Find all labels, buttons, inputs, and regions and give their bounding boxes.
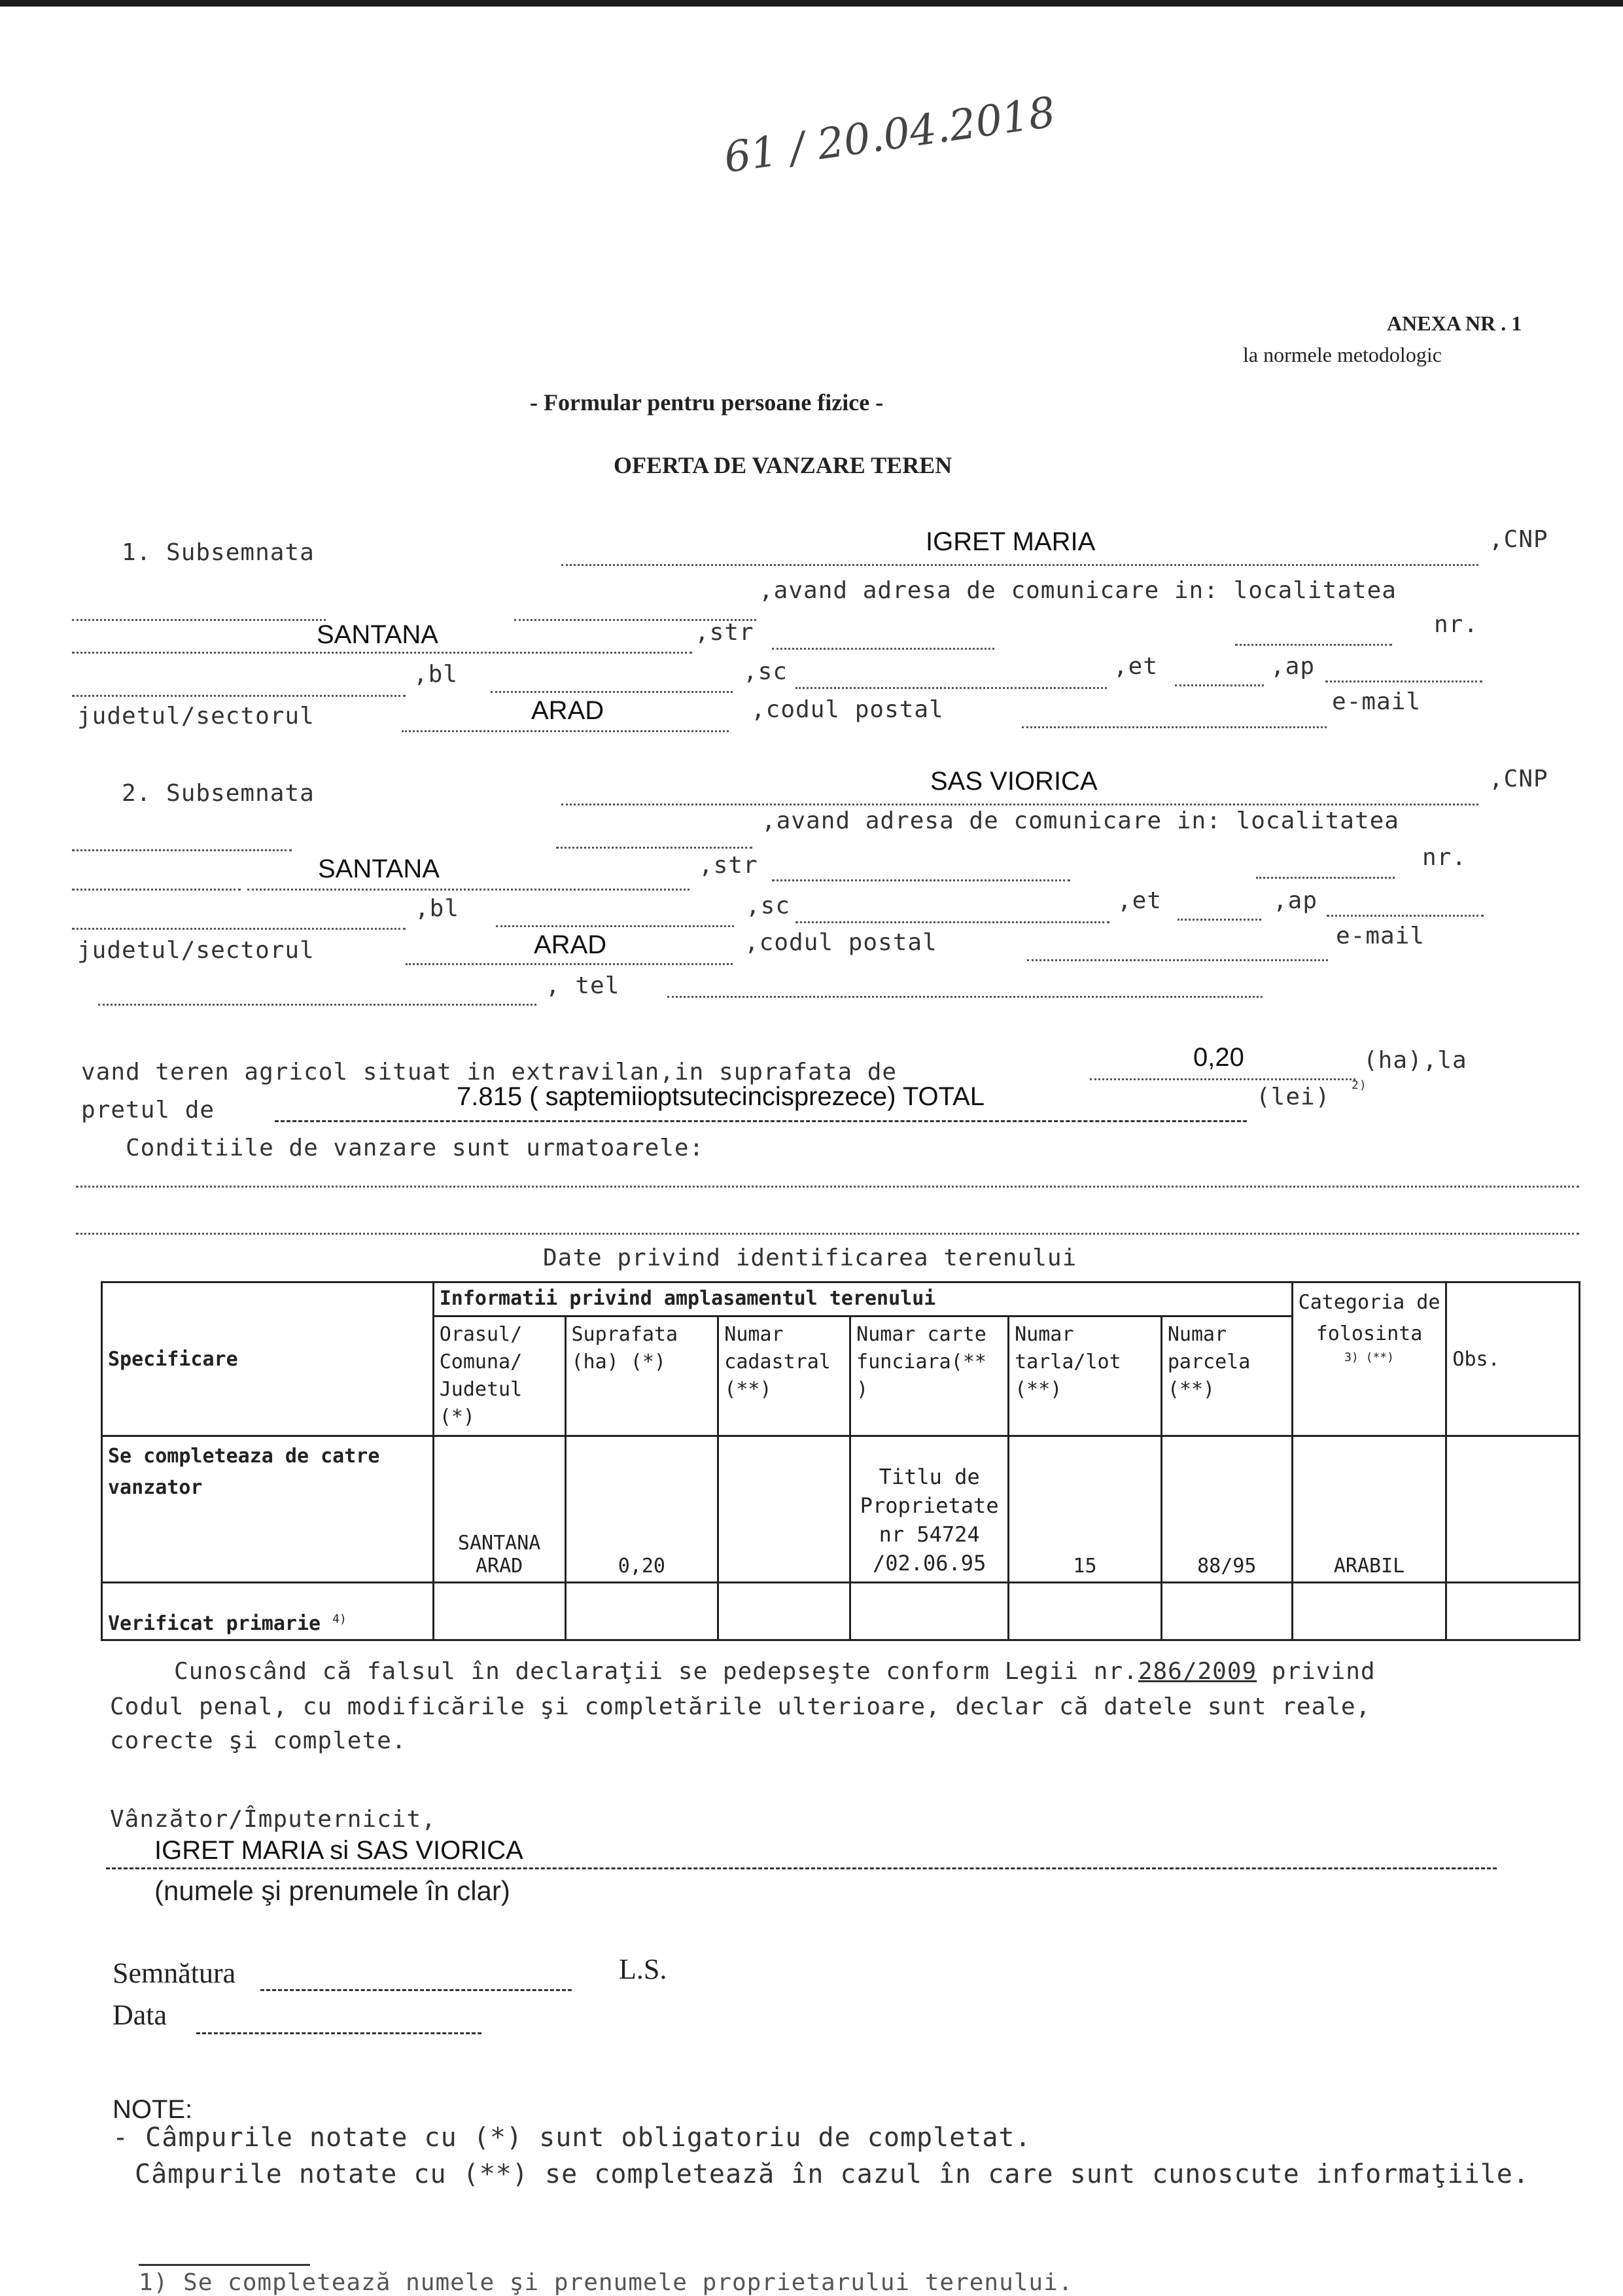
person1-bl-label: ,bl: [413, 661, 459, 688]
spec-header: Specificare: [102, 1282, 434, 1436]
offer-area-unit: (ha),la: [1363, 1047, 1467, 1074]
offer-price-label: pretul de: [81, 1097, 215, 1123]
person1-nr-label: nr.: [1434, 611, 1479, 638]
obs-header: Obs.: [1446, 1282, 1580, 1436]
row-seller-label: Se completeaza de catre vanzator: [102, 1436, 434, 1583]
person2-label: 2. Subsemnata: [122, 780, 315, 807]
person1-county-label: judetul/sectorul: [77, 703, 315, 730]
seller-locality-cell: [433, 1436, 565, 1583]
row-verify-note: 4): [332, 1612, 347, 1626]
person2-bl-label: ,bl: [415, 895, 460, 922]
signature-label: Semnătura: [113, 1957, 236, 1989]
seller-locality: SANTANA: [457, 1532, 541, 1555]
person2-tel-label: , tel: [546, 972, 620, 999]
person1-str-label: ,str: [695, 619, 754, 646]
verify-cell-2: [565, 1583, 718, 1640]
scan-top-edge: [0, 0, 1623, 7]
declaration-text-after: privind: [1271, 1658, 1376, 1685]
verify-cell-1: [433, 1583, 565, 1640]
seller-area: 0,20: [565, 1436, 718, 1583]
location-info-header: Informatii privind amplasamentul terenului: [433, 1282, 1292, 1316]
person2-ap-label: ,ap: [1273, 887, 1318, 914]
category-note: 3) (**): [1344, 1351, 1394, 1364]
person1-name: IGRET MARIA: [926, 527, 1096, 556]
verify-cell-6: [1161, 1583, 1292, 1640]
person2-county: ARAD: [534, 930, 607, 959]
seller-county: ARAD: [476, 1555, 523, 1578]
seller-category: ARABIL: [1292, 1436, 1446, 1583]
person2-locality: SANTANA: [318, 855, 440, 883]
offer-price: 7.815 ( saptemiioptsutecincisprezece) TOTAL: [457, 1082, 985, 1111]
offer-price-unit: (lei): [1256, 1084, 1331, 1110]
verify-cell-8: [1446, 1583, 1580, 1640]
seller-label: Vânzător/Împuternicit,: [110, 1806, 436, 1833]
col-land-book: Numar carte funciara(** ): [850, 1316, 1009, 1436]
offer-price-footnote: 2): [1352, 1078, 1367, 1092]
offer-conditions-label: Conditiile de vanzare sunt urmatoarele:: [126, 1135, 705, 1161]
person1-sc-label: ,sc: [743, 658, 788, 685]
verify-cell-7: [1292, 1583, 1446, 1640]
person2-str-label: ,str: [699, 852, 758, 879]
handwritten-registration-note: 61 / 20.04.2018: [721, 88, 1058, 183]
seller-land-book: Titlu de Proprietate nr 54724 /02.06.95: [850, 1436, 1009, 1583]
person2-name: SAS VIORICA: [930, 767, 1098, 796]
seller-names-hint: (numele şi prenumele în clar): [154, 1875, 510, 1906]
person2-address-label: ,avand adresa de comunicare in: localitatea: [761, 807, 1399, 834]
verify-cell-3: [718, 1583, 850, 1640]
document-title: OFERTA DE VANZARE TEREN: [614, 452, 952, 478]
person1-et-label: ,et: [1113, 653, 1159, 680]
declaration-law: 286/2009: [1138, 1658, 1257, 1685]
person2-county-label: judetul/sectorul: [77, 937, 315, 964]
person1-cnp-label: ,CNP: [1489, 526, 1548, 553]
declaration-line-1: [174, 1658, 1376, 1685]
note-1: - Câmpurile notate cu (*) sunt obligatoriu de completat.: [113, 2123, 1032, 2153]
table-caption: Date privind identificarea terenului: [543, 1245, 1077, 1271]
category-header: Categoria de folosinta: [1298, 1291, 1440, 1345]
person2-cnp-label: ,CNP: [1489, 766, 1548, 792]
form-type: - Formular pentru persoane fizice -: [530, 389, 884, 415]
note-2: Câmpurile notate cu (**) se completează în cazul în care sunt cunoscute informaţiile.: [135, 2159, 1529, 2189]
person2-sc-label: ,sc: [746, 892, 791, 919]
declaration-line-2: Codul penal, cu modificările şi completările ulterioare, declar că datele sunt reale,: [110, 1693, 1371, 1720]
annex-number: ANEXA NR . 1: [1387, 311, 1522, 335]
annex-subtitle: la normele metodologic: [1243, 343, 1442, 366]
person1-locality: SANTANA: [317, 620, 438, 649]
row-verify-label: Verificat primarie: [108, 1612, 321, 1635]
seller-parcel: 88/95: [1161, 1436, 1292, 1583]
person1-county: ARAD: [531, 696, 604, 725]
date-label: Data: [113, 1999, 167, 2031]
notes-title: NOTE:: [113, 2095, 193, 2124]
person1-address-label: ,avand adresa de comunicare in: localitatea: [759, 577, 1397, 604]
col-parcel: Numar parcela (**): [1161, 1316, 1292, 1436]
person2-postal-label: ,codul postal: [744, 929, 937, 956]
verify-cell-5: [1009, 1583, 1162, 1640]
person1-email-label: e-mail: [1332, 688, 1422, 715]
offer-line: vand teren agricol situat in extravilan,in suprafata de: [81, 1059, 898, 1086]
person2-nr-label: nr.: [1422, 844, 1467, 871]
land-identification-table: [101, 1281, 1580, 1641]
row-verify-cell: [102, 1583, 434, 1640]
person2-email-label: e-mail: [1336, 923, 1425, 949]
seller-tarla: 15: [1009, 1436, 1162, 1583]
seller-obs: [1446, 1436, 1580, 1583]
col-cadastral: Numar cadastral (**): [718, 1316, 850, 1436]
offer-area: 0,20: [1193, 1043, 1244, 1072]
footnote-1: 1) Se completează numele şi prenumele proprietarului terenului.: [139, 2269, 1073, 2296]
person1-postal-label: ,codul postal: [751, 696, 944, 723]
col-tarla: Numar tarla/lot (**): [1009, 1316, 1162, 1436]
ls-label: L.S.: [619, 1953, 667, 1985]
declaration-line-3: corecte şi complete.: [110, 1727, 407, 1754]
declaration-text-before: Cunoscând că falsul în declaraţii se pedepseşte conform Legii nr.: [174, 1658, 1138, 1685]
verify-cell-4: [850, 1583, 1009, 1640]
col-area: Suprafata (ha) (*): [565, 1316, 718, 1436]
col-locality: Orasul/ Comuna/ Judetul (*): [433, 1316, 565, 1436]
seller-cadastral: [718, 1436, 850, 1583]
person1-label: 1. Subsemnata: [122, 539, 315, 566]
person1-ap-label: ,ap: [1270, 653, 1316, 680]
person2-et-label: ,et: [1117, 887, 1162, 914]
seller-names: IGRET MARIA si SAS VIORICA: [154, 1836, 523, 1865]
category-header-cell: [1292, 1282, 1446, 1436]
